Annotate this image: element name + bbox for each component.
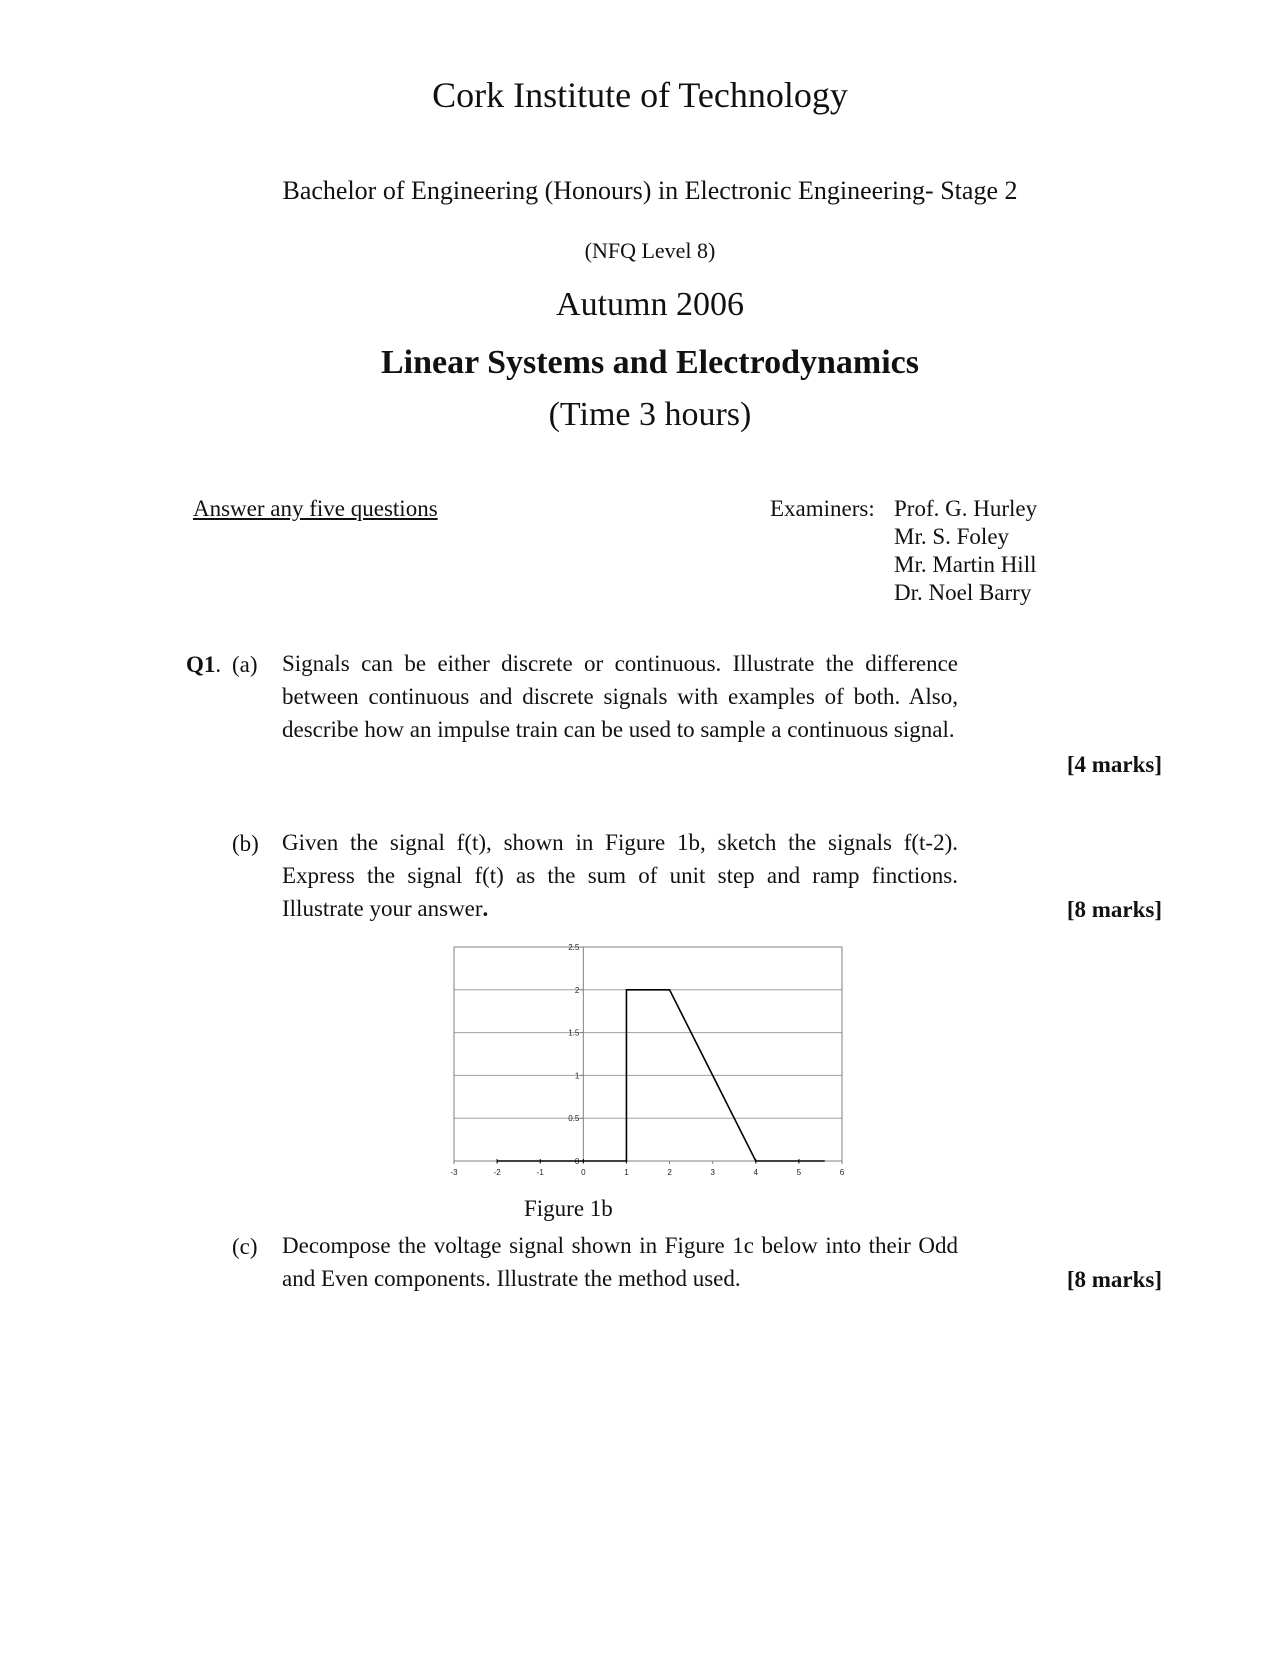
module-title: Linear Systems and Electrodynamics xyxy=(380,344,920,381)
exam-session: Autumn 2006 xyxy=(556,286,744,323)
examiner-name: Dr. Noel Barry xyxy=(894,580,1032,605)
examiner-name: Mr. S. Foley xyxy=(894,524,1010,549)
x-tick-label: -3 xyxy=(450,1168,458,1177)
part-text-b-body: Given the signal f(t), shown in Figure 1b, sketch the signals f(t-2). Express the signal f(t) as the sum of unit step and ramp finctions. Illustrate your answer xyxy=(282,830,958,921)
x-tick-label: 4 xyxy=(753,1168,759,1177)
chart-series xyxy=(497,990,825,1163)
part-text-b-end: . xyxy=(482,896,489,921)
x-tick-label: -1 xyxy=(536,1168,544,1177)
figure-caption: Figure 1b xyxy=(524,1196,613,1221)
nfq-level: (NFQ Level 8) xyxy=(584,238,716,263)
x-tick-label: 1 xyxy=(624,1168,629,1177)
part-label-c: (c) xyxy=(232,1234,258,1259)
part-label-b: (b) xyxy=(232,831,259,856)
figure-1b-chart xyxy=(438,940,858,1180)
part-text-b xyxy=(282,826,958,925)
y-tick-label: 2 xyxy=(574,985,580,995)
x-tick-label: 6 xyxy=(839,1168,845,1177)
programme-title: Bachelor of Engineering (Honours) in Electronic Engineering- Stage 2 xyxy=(282,176,1018,205)
marks-b: [8 marks] xyxy=(1066,897,1162,922)
question-number-label: Q1 xyxy=(186,652,216,677)
x-tick-label: 0 xyxy=(581,1168,586,1177)
y-tick-label: 2.5 xyxy=(568,943,580,952)
examiner-name: Mr. Martin Hill xyxy=(894,552,1037,577)
y-tick-label: 0 xyxy=(574,1157,580,1166)
y-tick-label: 1.5 xyxy=(568,1028,580,1038)
y-tick-label: 1 xyxy=(574,1071,580,1081)
examiners-label: Examiners: xyxy=(770,496,875,521)
chart-tick-labels xyxy=(450,943,844,1177)
exam-instruction: Answer any five questions xyxy=(193,496,438,521)
part-label-a: (a) xyxy=(232,652,258,677)
examiner-name: Prof. G. Hurley xyxy=(894,496,1038,521)
x-tick-label: 2 xyxy=(667,1168,672,1177)
x-tick-label: 3 xyxy=(710,1168,715,1177)
plot-area-border xyxy=(454,947,842,1161)
institute-name: Cork Institute of Technology xyxy=(432,75,848,115)
chart-grid xyxy=(454,990,842,1118)
y-tick-label: 0.5 xyxy=(568,1114,580,1124)
part-text-c: Decompose the voltage signal shown in Figure 1c below into their Odd and Even components. Illustrate the method used. xyxy=(282,1233,958,1291)
question-number xyxy=(186,652,221,678)
marks-c: [8 marks] xyxy=(1066,1267,1162,1292)
question-number-punct: . xyxy=(215,652,222,677)
part-text-a: Signals can be either discrete or continuous. Illustrate the difference between continuous and discrete signals with examples of both. Also, describe how an impulse train can be used to sample a continuous signal. xyxy=(282,651,958,742)
exam-duration: (Time 3 hours) xyxy=(548,396,752,433)
marks-a: [4 marks] xyxy=(1066,752,1162,777)
x-tick-label: -2 xyxy=(493,1168,501,1177)
chart-axes xyxy=(454,947,842,1164)
x-tick-label: 5 xyxy=(796,1168,802,1177)
